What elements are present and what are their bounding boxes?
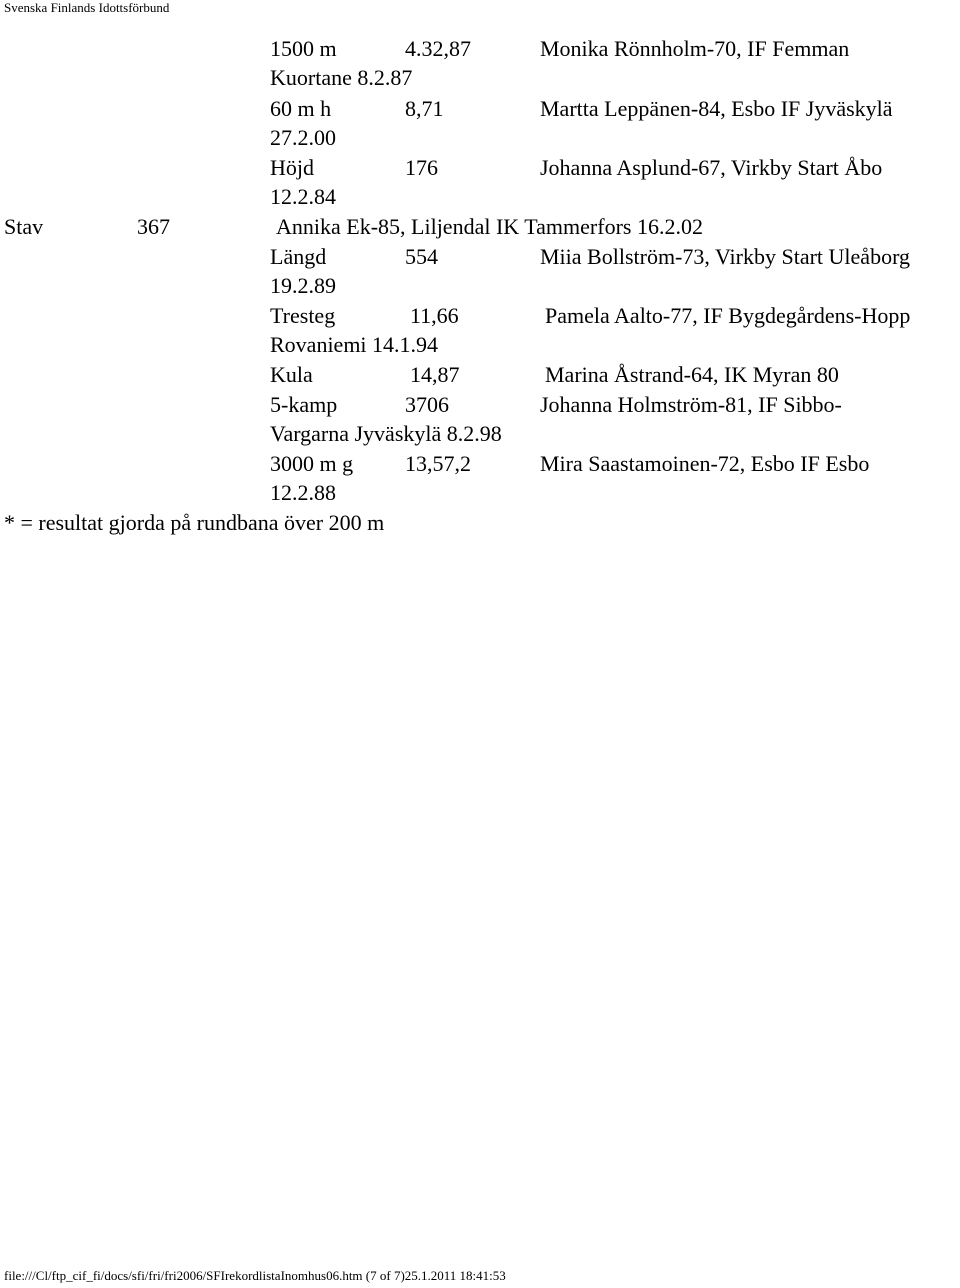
record-event: 60 m h — [270, 96, 332, 121]
record-result: 4.32,87 — [405, 36, 471, 61]
record-holder: Martta Leppänen-84, Esbo IF Jyväskylä — [540, 96, 893, 121]
record-continuation: 19.2.89 — [270, 273, 336, 298]
record-result: 554 — [405, 244, 438, 269]
record-holder: Marina Åstrand-64, IK Myran 80 — [545, 362, 839, 387]
page-footer-path: file:///Cl/ftp_cif_fi/docs/sfi/fri/fri2006/SFIrekordlistaInomhus06.htm (7 of 7)25.1.2011 18:41:53 — [4, 1268, 506, 1283]
record-holder: Pamela Aalto-77, IF Bygdegårdens-Hopp — [545, 303, 911, 328]
record-holder: Miia Bollström-73, Virkby Start Uleåborg — [540, 244, 911, 269]
record-continuation: 27.2.00 — [270, 125, 336, 150]
footnote: * = resultat gjorda på rundbana över 200 m — [4, 510, 385, 535]
record-continuation: 12.2.84 — [270, 184, 336, 209]
record-event: 1500 m — [270, 36, 337, 61]
record-event: Stav — [4, 214, 44, 239]
record-continuation: Kuortane 8.2.87 — [270, 65, 413, 90]
record-continuation: 12.2.88 — [270, 480, 336, 505]
record-holder: Johanna Holmström-81, IF Sibbo- — [540, 392, 842, 417]
record-event: 5-kamp — [270, 392, 338, 417]
record-holder: Monika Rönnholm-70, IF Femman — [540, 36, 850, 61]
record-holder: Johanna Asplund-67, Virkby Start Åbo — [540, 155, 883, 180]
record-event: Längd — [270, 244, 327, 269]
page-header: Svenska Finlands Idottsförbund — [4, 0, 170, 15]
record-holder: Mira Saastamoinen-72, Esbo IF Esbo — [540, 451, 870, 476]
record-event: 3000 m g — [270, 451, 354, 476]
record-continuation: Vargarna Jyväskylä 8.2.98 — [270, 421, 502, 446]
record-result: 176 — [405, 155, 438, 180]
record-continuation: Rovaniemi 14.1.94 — [270, 332, 439, 357]
record-result: 14,87 — [410, 362, 460, 387]
record-event: Kula — [270, 362, 313, 387]
record-result: 8,71 — [405, 96, 444, 121]
record-result: 3706 — [405, 392, 449, 417]
record-result: 11,66 — [410, 303, 459, 328]
record-event: Höjd — [270, 155, 314, 180]
record-holder: Annika Ek-85, Liljendal IK Tammerfors 16.2.02 — [276, 214, 703, 239]
record-event: Tresteg — [270, 303, 336, 328]
record-result: 367 — [137, 214, 170, 239]
record-result: 13,57,2 — [405, 451, 471, 476]
